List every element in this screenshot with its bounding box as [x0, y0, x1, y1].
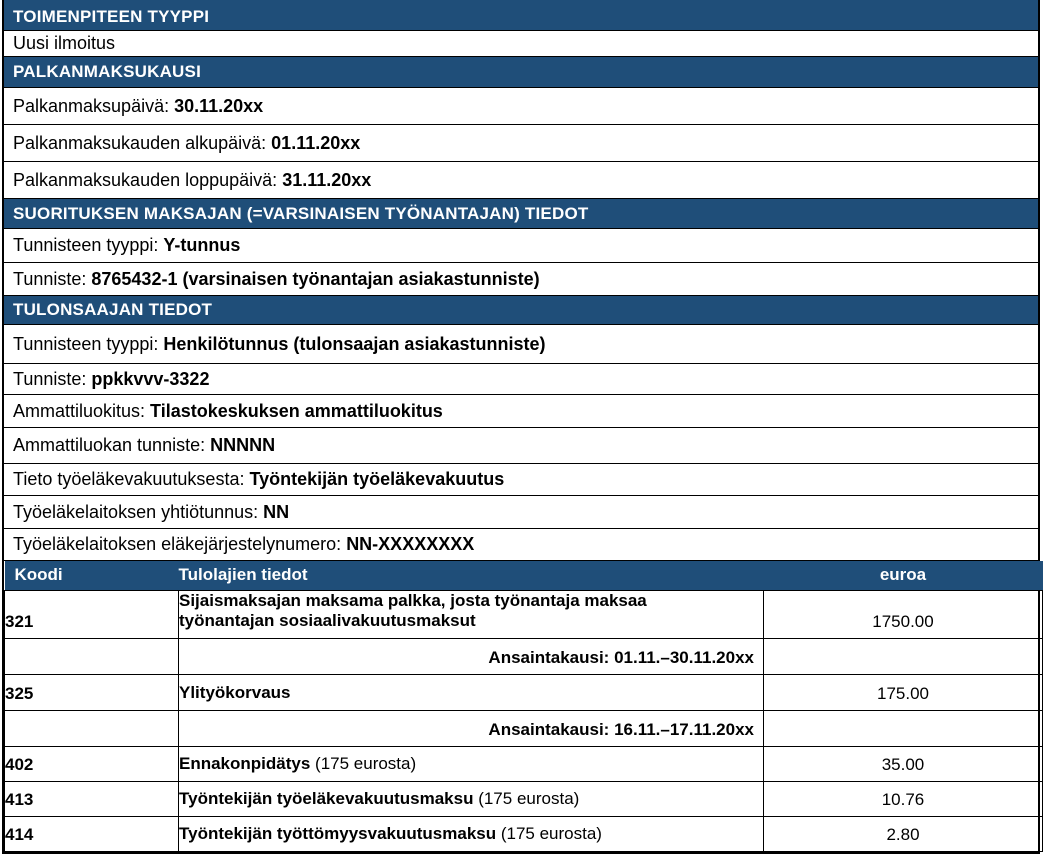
income-name: Työntekijän työttömyysvakuutusmaksu	[179, 824, 497, 844]
income-code: 402	[5, 746, 179, 781]
field-row-period-start	[4, 125, 1038, 162]
action-type-value: Uusi ilmoitus	[13, 33, 116, 53]
field-label: Tunniste:	[13, 368, 92, 389]
section-title: PALKANMAKSUKAUSI	[13, 62, 201, 81]
table-row-earning-period-1	[5, 638, 1043, 674]
field-value: Työntekijän työeläkevakuutus	[249, 469, 505, 489]
field-label: Työeläkelaitoksen eläkejärjestelynumero:	[13, 534, 347, 554]
field-row-recipient-id	[4, 364, 1038, 395]
field-row-occupation-code	[4, 428, 1038, 464]
income-amount	[764, 638, 1043, 674]
income-name-suffix: (175 eurosta)	[496, 824, 602, 844]
column-header-details: Tulolajien tiedot	[179, 561, 764, 590]
field-row-occupation-classification	[4, 395, 1038, 428]
field-row-pension-company-code	[4, 496, 1038, 529]
earning-period: Ansaintakausi: 01.11.–30.11.20xx	[179, 638, 764, 674]
section-title: TULONSAAJAN TIEDOT	[13, 300, 213, 319]
section-title: TOIMENPITEEN TYYPPI	[13, 6, 210, 26]
income-amount	[764, 710, 1043, 746]
field-label: Palkanmaksukauden loppupäivä:	[13, 169, 283, 190]
income-name-suffix: (175 eurosta)	[310, 754, 417, 774]
income-amount: 10.76	[764, 781, 1043, 816]
field-value: Henkilötunnus (tulonsaajan asiakastunniste)	[163, 333, 546, 354]
field-label: Ammattiluokitus:	[13, 400, 151, 421]
income-amount: 35.00	[764, 746, 1043, 781]
income-name: Työntekijän työeläkevakuutusmaksu	[179, 789, 474, 809]
income-code: 414	[5, 816, 179, 851]
field-row-pension-insurance-info	[4, 464, 1038, 496]
income-types-table	[4, 561, 1043, 852]
field-value: NN-XXXXXXXX	[346, 534, 475, 554]
table-row-402	[5, 746, 1043, 781]
table-row-414	[5, 816, 1043, 851]
income-code	[5, 710, 179, 746]
income-amount: 2.80	[764, 816, 1043, 851]
field-label: Ammattiluokan tunniste:	[13, 435, 211, 455]
field-label: Tunnisteen tyyppi:	[13, 235, 164, 255]
field-value: 8765432-1 (varsinaisen työnantajan asiakastunniste)	[91, 268, 540, 289]
field-row-payment-date	[4, 88, 1038, 125]
field-value: 01.11.20xx	[271, 132, 361, 153]
field-row-payer-id-type	[4, 229, 1038, 263]
income-code	[5, 638, 179, 674]
income-code: 325	[5, 674, 179, 710]
income-amount: 1750.00	[764, 590, 1043, 638]
income-name: Ylityökorvaus	[179, 683, 291, 703]
field-label: Palkanmaksukauden alkupäivä:	[13, 132, 272, 153]
income-code: 321	[5, 590, 179, 638]
field-row-period-end	[4, 162, 1038, 199]
income-name: Sijaismaksajan maksama palkka, josta työnantaja maksaa työnantajan sosiaalivakuutusmaksut	[179, 590, 647, 631]
field-label: Työeläkelaitoksen yhtiötunnus:	[13, 501, 264, 522]
field-value: NNNNN	[210, 435, 276, 455]
field-value: 31.11.20xx	[282, 169, 372, 190]
field-row-recipient-id-type	[4, 325, 1038, 364]
field-label: Tunniste:	[13, 268, 92, 289]
field-value: NN	[263, 501, 290, 522]
field-label: Palkanmaksupäivä:	[13, 95, 175, 116]
section-banner-recipient-info	[4, 296, 1038, 325]
row-action-type	[4, 31, 1038, 57]
income-name: Ennakonpidätys	[179, 754, 311, 774]
field-value: 30.11.20xx	[174, 95, 264, 116]
field-value: ppkkvvv-3322	[91, 368, 210, 389]
earning-period: Ansaintakausi: 16.11.–17.11.20xx	[179, 710, 764, 746]
table-row-413	[5, 781, 1043, 816]
section-banner-pay-period	[4, 57, 1038, 88]
column-header-euro: euroa	[764, 561, 1043, 590]
income-table-header-row	[5, 561, 1043, 590]
table-row-321	[5, 590, 1043, 638]
table-row-earning-period-2	[5, 710, 1043, 746]
field-row-pension-arrangement-number	[4, 529, 1038, 561]
section-title: SUORITUKSEN MAKSAJAN (=VARSINAISEN TYÖNANTAJAN) TIEDOT	[13, 203, 589, 223]
field-row-payer-id	[4, 263, 1038, 296]
payroll-report-document	[2, 0, 1040, 854]
income-name-suffix: (175 eurosta)	[473, 789, 580, 809]
field-label: Tunnisteen tyyppi:	[13, 333, 164, 354]
table-row-325	[5, 674, 1043, 710]
section-banner-payer-info	[4, 199, 1038, 229]
column-header-code: Koodi	[5, 561, 179, 590]
income-amount: 175.00	[764, 674, 1043, 710]
section-banner-action-type	[4, 0, 1038, 31]
income-code: 413	[5, 781, 179, 816]
field-label: Tieto työeläkevakuutuksesta:	[13, 469, 250, 489]
field-value: Y-tunnus	[163, 235, 241, 255]
field-value: Tilastokeskuksen ammattiluokitus	[150, 400, 443, 421]
